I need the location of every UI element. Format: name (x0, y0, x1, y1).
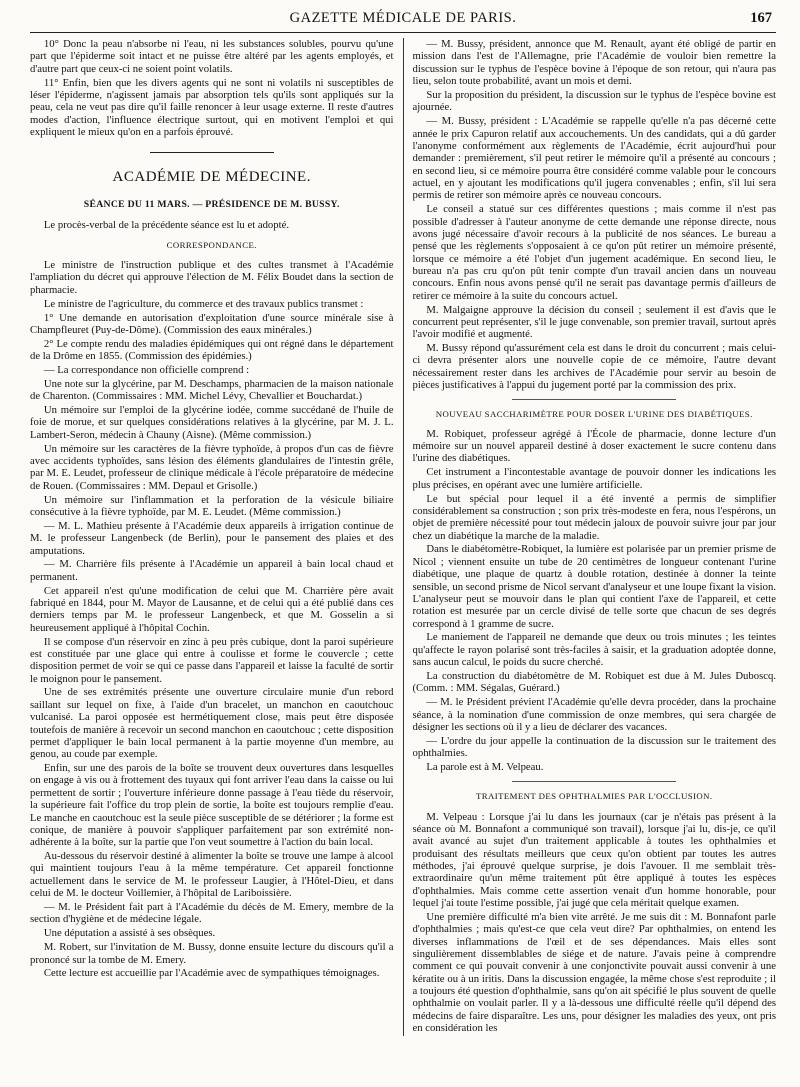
page-number: 167 (750, 10, 772, 26)
paragraph: Cet instrument a l'incontestable avantage de pouvoir donner les indications les plus précises, en opérant avec une lumière artificielle. (412, 466, 776, 491)
paragraph: — M. Bussy, président : L'Académie se rappelle qu'elle n'a pas décerné cette année le prix Capuron relatif aux accouchements. Un des candidats, qui a dû garder l'anonyme conformément aux règlements de l'Académie, écrit aujourd'hui pour demander : premièrement, s'il peut retirer le mémoire qu'il a présenté au concours ; en second lieu, si ce mémoire pourra être considéré comme valable pour le concours actuel, en y ajoutant les modifications qu'il jugera convenables ; enfin, s'il lui sera permis de retirer son mémoire après ce nouveau concours. (412, 115, 776, 202)
paragraph: Le ministre de l'agriculture, du commerce et des travaux publics transmet : (43, 297, 364, 310)
paragraph: — M. Bussy, président, annonce que M. Renault, ayant été obligé de partir en mission dans l'est de l'Allemagne, prie l'Académie de vouloir bien remettre la discussion sur le typhus de l'espèce bovine à l'époque de son retour, qui n'aura pas lieu, selon toute probabilité, avant un mois et demi. (412, 38, 776, 88)
paragraph: Une de ses extrémités présente une ouverture circulaire munie d'un rebord saillant sur lequel on fixe, à l'aide d'un bracelet, un manchon en caoutchouc vulcanisé. La paroi opposée est hermétiquement close, mais peut être disposée toutefois de manière à recevoir un second manchon en caoutchouc ; cette disposition permet d'appliquer le bain local permanent à la partie moyenne d'un membre, au genou, au coude par exemple. (30, 686, 394, 761)
paragraph: Le procès-verbal de la précédente séance est lu et adopté. (43, 218, 289, 231)
paragraph: M. Robert, sur l'invitation de M. Bussy, donne ensuite lecture du discours qu'il a prononcé sur la tombe de M. Emery. (30, 941, 394, 966)
paragraph: — L'ordre du jour appelle la continuation de la discussion sur le traitement des ophthalmies. (412, 734, 776, 760)
paragraph: Le but spécial pour lequel il a été inventé a permis de simplifier considérablement sa construction ; son prix très-modeste en fera, nous l'espérons, un objet de première nécessité pour tout médecin jaloux de pouvoir suivre jour par jour chez un diabétique la marche de la maladie. (412, 492, 776, 542)
paragraph: Une députation a assisté à ses obsèques. (43, 927, 216, 940)
paragraph: M. Malgaigne approuve la décision du conseil ; seulement il est d'avis que le concurrent peut représenter, s'il le juge convenable, son premier travail, surtout après l'avoir modifié et augmenté. (412, 303, 776, 341)
paragraph: — M. le Président fait part à l'Académie du décès de M. Emery, membre de la section d'hygiène et de médecine légale. (30, 901, 394, 926)
journal-title: GAZETTE MÉDICALE DE PARIS. (289, 10, 517, 26)
subheading-ophthalmies: TRAITEMENT DES OPHTHALMIES PAR L'OCCLUSION. (475, 791, 713, 802)
paragraph: — M. Charrière fils présente à l'Académie un appareil à bain local chaud et permanent. (30, 558, 394, 583)
paragraph: Le ministre de l'instruction publique et des cultes transmet à l'Académie l'ampliation du décret qui approuve l'élection de M. Félix Boudet dans la section de pharmacie. (30, 259, 394, 296)
paragraph: Un mémoire sur l'inflammation et la perforation de la vésicule biliaire consécutive à la fièvre typhoïde, par M. E. Leudet. (Même commission.) (30, 493, 394, 518)
subsection-rule (512, 399, 676, 400)
column-rule (403, 38, 404, 1036)
running-header (30, 10, 776, 33)
paragraph: 10° Donc la peau n'absorbe ni l'eau, ni les substances solubles, pourvu qu'une part que l'épiderme soit intact et ne puisse être altéré par les agents employés, et d'autre part que ceux-ci ne soient point volatils. (30, 38, 394, 75)
paragraph: Le maniement de l'appareil ne demande que deux ou trois minutes ; les teintes qu'affecte le rayon polarisé sont très-faciles à saisir, et la graduation adoptée donne, sans aucun calcul, le poids du sucre cherché. (412, 631, 776, 669)
paragraph: — La correspondance non officielle comprend : (43, 363, 250, 376)
paragraph: Dans le diabétomètre-Robiquet, la lumière est polarisée par un premier prisme de Nicol ; viennent ensuite un tube de 20 centimètres de longueur contenant l'urine diabétique, une plaque de quartz à double rotation, destinée à donner la teinte sensible, un second prisme de Nicol servant d'analyseur et une loupe fixant la vision. L'analyseur peut se mouvoir dans le plan qui contient l'axe de l'appareil, et cette rotation est mesurée par un cercle divisé de telle sorte que chacun de ses degrés correspond à 1 gramme de sucre. (412, 543, 776, 630)
section-heading: ACADÉMIE DE MÉDECINE. (112, 169, 311, 186)
paragraph: 2° Le compte rendu des maladies épidémiques qui ont régné dans le département de la Drôme en 1855. (Commission des épidémies.) (30, 337, 394, 363)
session-line: SÉANCE DU 11 MARS. — PRÉSIDENCE DE M. BUSSY. (83, 199, 340, 211)
paragraph: M. Robiquet, professeur agrégé à l'École de pharmacie, donne lecture d'un mémoire sur un nouvel appareil destiné à doser exactement le sucre contenu dans l'urine des diabétiques. (412, 427, 776, 465)
paragraph: 11° Enfin, bien que les divers agents qui ne sont ni volatils ni susceptibles de léser l'épiderme, n'agissent jamais par absorption tels qu'ils sont appliqués sur la peau, cela ne veut pas dire qu'il faille renoncer à leur usage externe. Il reste d'autres modes d'action, l'influence électrique surtout, qui en motivent l'emploi et qui expliquent le mieux qu'on en a parfois éprouvé. (30, 76, 394, 139)
paragraph: La construction du diabétomètre de M. Robiquet est due à M. Jules Duboscq. (Comm. : MM. Ségalas, Guérard.) (412, 670, 776, 695)
paragraph: Une note sur la glycérine, par M. Deschamps, pharmacien de la maison nationale de Charenton. (Commissaires : MM. Michel Lévy, Chevallier et Bouchardat.) (30, 377, 394, 403)
paragraph: Un mémoire sur l'emploi de la glycérine iodée, comme succédané de l'huile de foie de morue, et sur quelques considérations relatives à la glycérine, par M. J. L. Lambert-Seron, médecin à Chauny (Aisne). (Même commission.) (30, 404, 394, 441)
paragraph: M. Velpeau : Lorsque j'ai lu dans les journaux (car je n'étais pas présent à la séance où M. Bonnafont a communiqué son travail), lorsque j'ai lu, dis-je, ce qu'il avait avancé au sujet d'un traitement applicable à toutes les ophthalmies et produisant des résultats meilleurs que ceux qu'on obtient par toutes les autres méthodes, j'ai éprouvé quelque surprise, je dois l'avouer. Il me semblait très-extraordinaire qu'un même traitement pût être appliqué à toutes les espèces d'ophthalmies. Mais comme cette assertion venait d'un homme honorable, pour lequel j'ai toute l'estime possible, j'ai jugé que cela méritait quelque examen. (412, 810, 776, 910)
paragraph: 1° Une demande en autorisation d'exploitation d'une source minérale sise à Champfleuret (Puy-de-Dôme). (Commission des eaux minérales.) (30, 311, 394, 336)
paragraph: Une première difficulté m'a bien vite arrêté. Je me suis dit : M. Bonnafont parle d'ophthalmies ; mais qu'est-ce que cela veut dire? Par ophthalmies, on entend les diverses inflammations de l'œil et de ses dépendances. Mais elles sont singulièrement dissemblables de siége et de nature. J'avais peine à comprendre comment ce qui pouvait convenir à une conjonctivite pouvait aussi convenir à une kératite ou à un iritis. Dans la discussion engagée, la même chose s'est reproduite ; il a toujours été question d'ophthalmie, sans qu'on ait spécifié le plus souvent de quelle ophthalmie on voulait parler. Il y a là-dessous une difficulté réelle qu'il dépend des médecins de faire disparaître. Les uns, pour désigner les maladies des yeux, ont pris en considération les (412, 910, 776, 1035)
paragraph: Le conseil a statué sur ces différentes questions ; mais comme il n'est pas possible d'adresser à l'auteur anonyme de cette demande une réponse directe, nous avons jugé nécessaire d'avoir recours à la publicité de nos séances. Le bureau a pensé que les règlements s'opposaient à ce qu'on pût retirer un mémoire présenté, lorsque ce mémoire a été l'objet d'un jugement académique. En second lieu, le bureau n'a pas cru qu'on pût tenir compte d'un travail ancien dans un nouveau concours. Enfin nous avons pensé qu'il ne serait pas davantage permis d'ailleurs de retirer ce mémoire à la suite du concours actuel. (412, 203, 776, 302)
section-divider (150, 152, 274, 153)
subsection-rule (512, 781, 676, 782)
paragraph: Au-dessous du réservoir destiné à alimenter la boîte se trouve une lampe à alcool qui maintient toujours l'eau à la même température. Cet appareil fonctionne actuellement dans le service de M. le professeur Laugier, à l'Hôtel-Dieu, et dans celui de M. le docteur Voillemier, à l'hôpital de Lariboissière. (30, 850, 394, 900)
right-column (413, 38, 777, 1036)
subheading-correspondance: CORRESPONDANCE. (166, 239, 257, 250)
two-column-body (30, 38, 776, 1036)
paragraph: Cette lecture est accueillie par l'Académie avec de sympathiques témoignages. (43, 967, 380, 980)
paragraph: — M. L. Mathieu présente à l'Académie deux appareils à irrigation continue de M. le professeur Langenbeck (de Berlin), pour le pansement des plaies et des amputations. (30, 519, 394, 557)
paragraph: Sur la proposition du président, la discussion sur le typhus de l'espèce bovine est ajournée. (412, 88, 776, 114)
paragraph: La parole est à M. Velpeau. (426, 761, 544, 774)
paragraph: M. Bussy répond qu'assurément cela est dans le droit du concurrent ; mais celui-ci devra présenter alors une nouvelle copie de ce mémoire, l'autre devant nécessairement rester dans les archives de l'Académie pour servir au besoin de pièces justificatives à l'appui du jugement porté par la commission des prix. (412, 342, 776, 392)
paragraph: Un mémoire sur les caractères de la fièvre typhoïde, à propos d'un cas de fièvre avec accidents typhoïdes, sans lésion des éléments glandulaires de l'intestin grêle, par M. E. Leudet, professeur de clinique médicale à l'école préparatoire de médecine de Rouen. (Commissaires : MM. Depaul et Grisolle.) (30, 442, 394, 492)
subheading-saccharimetre: NOUVEAU SACCHARIMÈTRE POUR DOSER L'URINE DES DIABÉTIQUES. (435, 408, 753, 419)
paragraph: — M. le Président prévient l'Académie qu'elle devra procéder, dans la prochaine séance, à la nomination d'une commission de onze membres, qui sera chargée de désigner les sections où il y a lieu de déclarer des vacances. (412, 696, 776, 733)
paragraph: Il se compose d'un réservoir en zinc à peu près cubique, dont la paroi supérieure est constituée par une glace qui entre à coulisse et forme le couvercle ; cette disposition permet de voir se qui ce passe dans l'appareil et laisse la faculté de sortir le moignon pour le pansement. (30, 635, 394, 685)
paragraph: Cet appareil n'est qu'une modification de celui que M. Charrière père avait fabriqué en 1844, pour M. Mayor de Lausanne, et de celui qui a été publié dans ces derniers temps par M. le professeur Langenbeck, et que M. Gosselin a si heureusement appliqué à l'hôpital Cochin. (30, 584, 394, 634)
paragraph: Enfin, sur une des parois de la boîte se trouvent deux ouvertures dans lesquelles on engage à vis ou à frottement des tuyaux qui font arriver l'eau dans la caisse ou lui permettent de sortir ; l'ouverture inférieure donne passage à l'eau tiède du réservoir, la supérieure fait l'office du trop plein de sortie, la boîte est toujours remplie d'eau. Le manche en caoutchouc est la seule pièce susceptible de se détériorer ; la forme est conique, de manière à pouvoir s'appliquer parfaitement par son extrémité non-adhérente à la boîte, sur la partie que l'on veut soumettre à l'action du bain local. (30, 762, 394, 849)
left-column (30, 38, 394, 981)
